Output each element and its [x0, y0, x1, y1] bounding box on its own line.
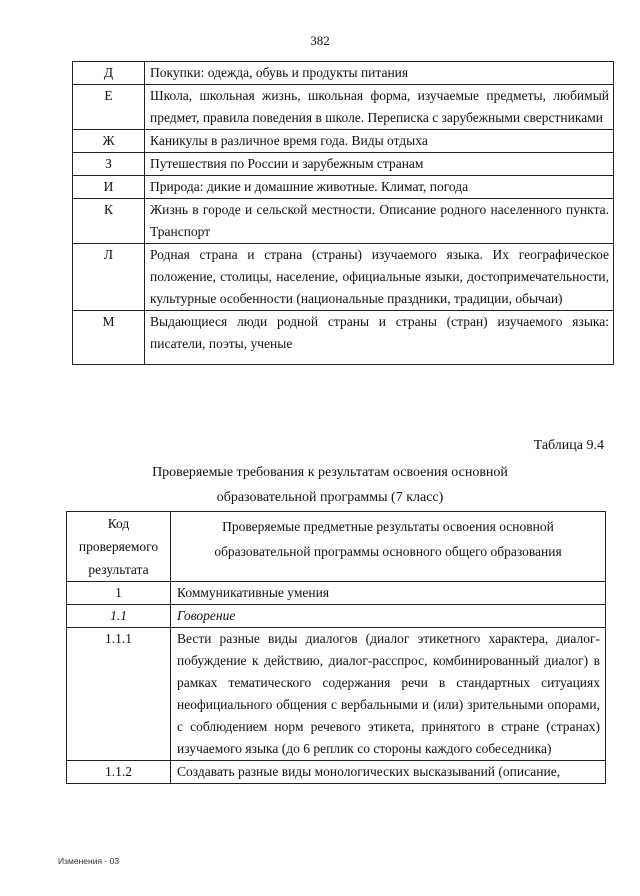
row-text: Каникулы в различное время года. Виды отдыха — [145, 130, 614, 153]
row-text: Школа, школьная жизнь, школьная форма, изучаемые предметы, любимый предмет, правила поведения в школе. Переписка с зарубежными сверстниками — [145, 85, 614, 130]
row-text: Говорение — [171, 605, 606, 628]
table-row — [73, 199, 614, 244]
row-code: 1.1.1 — [67, 628, 171, 761]
table-number: Таблица 9.4 — [533, 438, 604, 453]
row-text: Путешествия по России и зарубежным странам — [145, 153, 614, 176]
table-row — [73, 130, 614, 153]
table-row — [73, 176, 614, 199]
row-code: Е — [73, 85, 145, 130]
table-row — [73, 244, 614, 311]
table-row — [73, 62, 614, 85]
row-code: 1.1.2 — [67, 761, 171, 784]
row-code: 1 — [67, 582, 171, 605]
table-row — [67, 761, 606, 784]
row-text: Жизнь в городе и сельской местности. Описание родного населенного пункта. Транспорт — [145, 199, 614, 244]
row-code: М — [73, 311, 145, 365]
requirements-table — [66, 511, 606, 784]
row-text: Выдающиеся люди родной страны и страны (стран) изучаемого языка: писатели, поэты, ученые — [145, 311, 614, 365]
footer-revision: Изменения - 03 — [58, 856, 120, 866]
row-code: Ж — [73, 130, 145, 153]
row-text: Покупки: одежда, обувь и продукты питания — [145, 62, 614, 85]
row-text: Природа: дикие и домашние животные. Климат, погода — [145, 176, 614, 199]
table-row — [73, 85, 614, 130]
header-code: Код проверяемого результата — [67, 512, 171, 582]
table-row — [67, 582, 606, 605]
topics-table — [72, 61, 614, 365]
row-code: К — [73, 199, 145, 244]
page-number: 382 — [310, 33, 330, 48]
row-code: Л — [73, 244, 145, 311]
table-header-row — [67, 512, 606, 582]
table-title-line: образовательной программы (7 класс) — [216, 490, 444, 505]
row-code: И — [73, 176, 145, 199]
row-text: Коммуникативные умения — [171, 582, 606, 605]
table-row — [67, 628, 606, 761]
table-title — [60, 460, 600, 510]
row-text: Вести разные виды диалогов (диалог этикетного характера, диалог-побуждение к действию, диалог-расспрос, комбинированный диалог) в рамках тематического содержания речи в стандартных ситуациях неофициального общения с вербальными и (или) зрительными опорами, с соблюдением норм речевого этикета, принятого в стране (странах) изучаемого языка (до 6 реплик со стороны каждого собеседника) — [171, 628, 606, 761]
row-text: Создавать разные виды монологических высказываний (описание, — [171, 761, 606, 784]
table-row — [73, 153, 614, 176]
row-code: Д — [73, 62, 145, 85]
row-code: 1.1 — [67, 605, 171, 628]
table-title-line: Проверяемые требования к результатам освоения основной — [152, 465, 508, 480]
header-text: Проверяемые предметные результаты освоения основной образовательной программы основного общего образования — [171, 512, 606, 582]
table-row — [73, 311, 614, 365]
row-code: З — [73, 153, 145, 176]
table-row — [67, 605, 606, 628]
row-text: Родная страна и страна (страны) изучаемого языка. Их географическое положение, столицы, население, официальные языки, достопримечательности, культурные особенности (национальные праздники, традиции, обычаи) — [145, 244, 614, 311]
